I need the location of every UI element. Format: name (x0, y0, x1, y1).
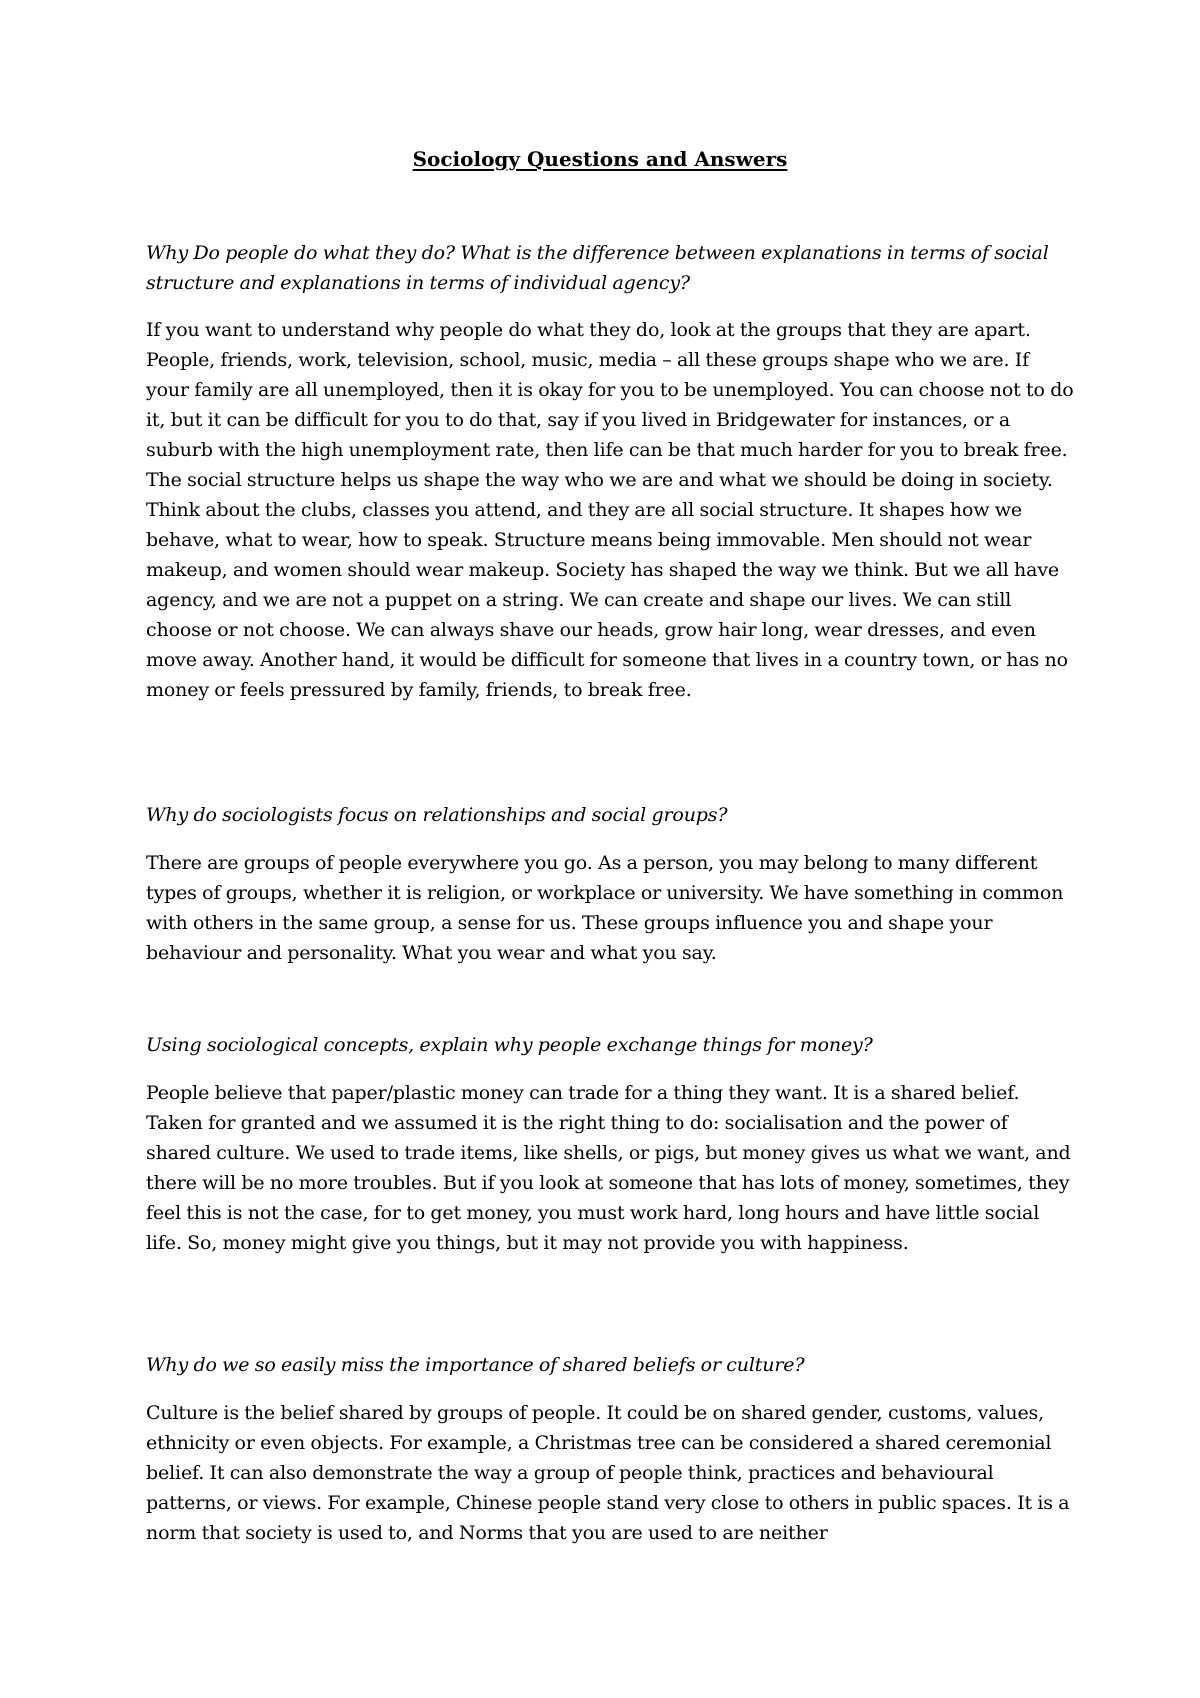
question-3: Using sociological concepts, explain why people exchange things for money? (146, 1034, 873, 1056)
page-title: Sociology Questions and Answers (412, 147, 788, 171)
answer-1: If you want to understand why people do what they do, look at the groups that they are apart. People, friends, work, television, school, music, media – all these groups shape who we are. If your family are all unemployed, then it is okay for you to be unemployed. You can choose not to do it, but it can be difficult for you to do that, say if you lived in Bridgewater for instances, or a suburb with the high unemployment rate, then life can be that much harder for you to break free. The social structure helps us shape the way who we are and what we should be doing in society. Think about the clubs, classes you attend, and they are all social structure. It shapes how we behave, what to wear, how to speak. Structure means being immovable. Men should not wear makeup, and women should wear makeup. Society has shaped the way we think. But we all have agency, and we are not a puppet on a string. We can create and shape our lives. We can still choose or not choose. We can always shave our heads, grow hair long, wear dresses, and even move away. Another hand, it would be difficult for someone that lives in a country town, or has no money or feels pressured by family, friends, to break free. (146, 319, 1074, 701)
question-4: Why do we so easily miss the importance of shared beliefs or culture? (146, 1354, 805, 1376)
question-1: Why Do people do what they do? What is the difference between explanations in terms of social structure and explanations in terms of individual agency? (146, 242, 1049, 294)
answer-3: People believe that paper/plastic money can trade for a thing they want. It is a shared belief. Taken for granted and we assumed it is the right thing to do: socialisation and the power of shared culture. We used to trade items, like shells, or pigs, but money gives us what we want, and there will be no more troubles. But if you look at someone that has lots of money, sometimes, they feel this is not the case, for to get money, you must work hard, long hours and have little social life. So, money might give you things, but it may not provide you with happiness. (146, 1082, 1071, 1254)
answer-2: There are groups of people everywhere you go. As a person, you may belong to many different types of groups, whether it is religion, or workplace or university. We have something in common with others in the same group, a sense for us. These groups influence you and shape your behaviour and personality. What you wear and what you say. (146, 852, 1064, 964)
question-2: Why do sociologists focus on relationships and social groups? (146, 804, 728, 826)
answer-4: Culture is the belief shared by groups of people. It could be on shared gender, customs, values, ethnicity or even objects. For example, a Christmas tree can be considered a shared ceremonial belief. It can also demonstrate the way a group of people think, practices and behavioural patterns, or views. For example, Chinese people stand very close to others in public spaces. It is a norm that society is used to, and Norms that you are used to are neither (146, 1402, 1070, 1544)
